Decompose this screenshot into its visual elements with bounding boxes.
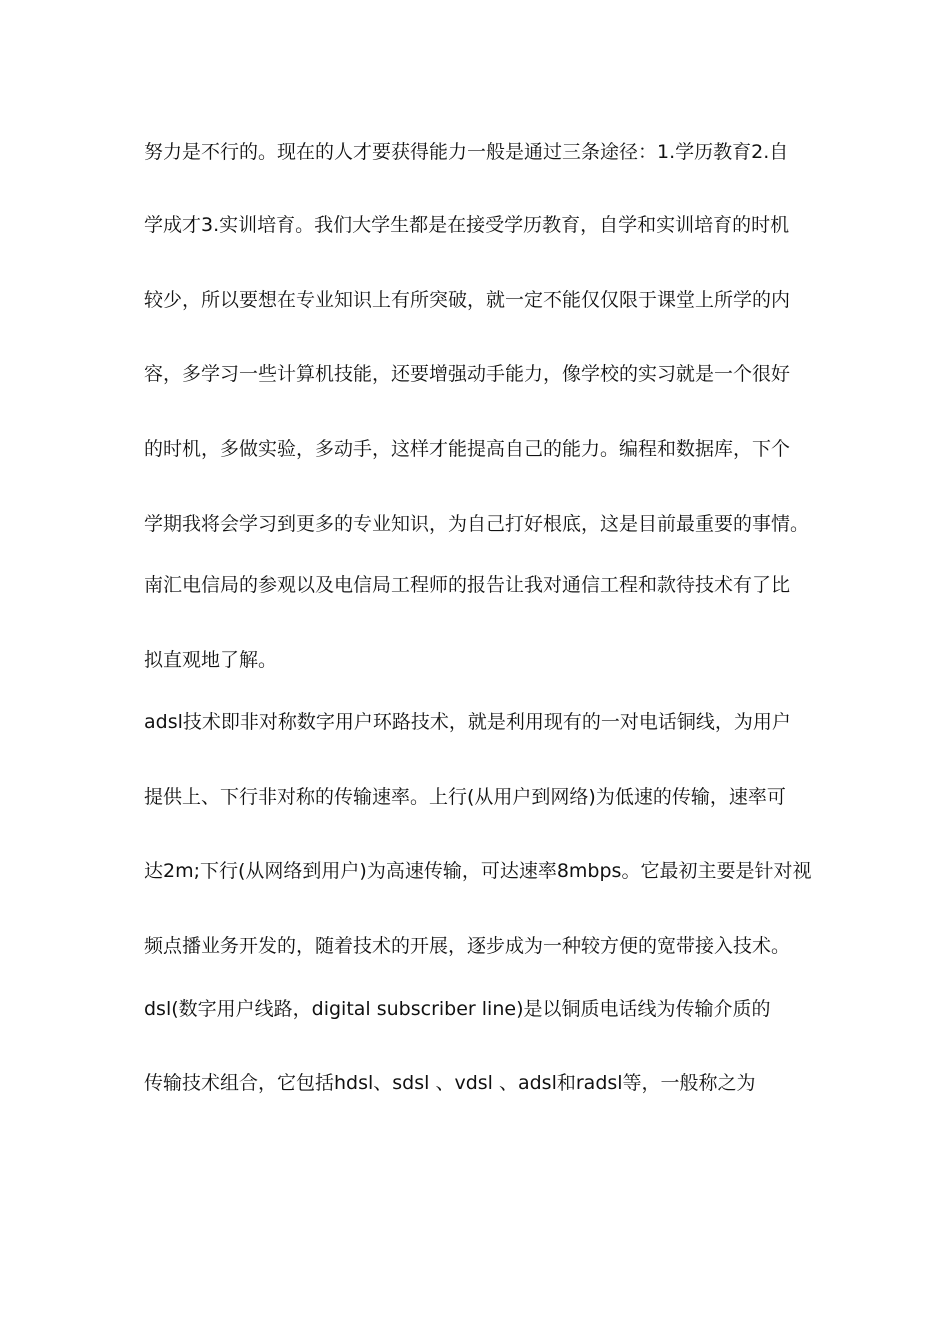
paragraph-line: adsl技术即非对称数字用户环路技术，就是利用现有的一对电话铜线，为用户 [144, 711, 791, 733]
paragraph-line: 学成才3.实训培育。我们大学生都是在接受学历教育，自学和实训培育的时机 [144, 214, 790, 236]
paragraph-line: 拟直观地了解。 [144, 649, 278, 671]
paragraph-line: 容，多学习一些计算机技能，还要增强动手能力，像学校的实习就是一个很好 [144, 363, 791, 385]
paragraph-line: 频点播业务开发的，随着技术的开展，逐步成为一种较方便的宽带接入技术。 [144, 935, 791, 957]
paragraph-line: 学期我将会学习到更多的专业知识，为自己打好根底，这是目前最重要的事情。 [144, 513, 810, 535]
paragraph-line: 的时机，多做实验，多动手，这样才能提高自己的能力。编程和数据库，下个 [144, 438, 791, 460]
paragraph-line: 较少，所以要想在专业知识上有所突破，就一定不能仅仅限于课堂上所学的内 [144, 289, 791, 311]
paragraph-line: 提供上、下行非对称的传输速率。上行(从用户到网络)为低速的传输，速率可 [144, 786, 786, 808]
paragraph-line: dsl(数字用户线路，digital subscriber line)是以铜质电话线为传输介质的 [144, 998, 771, 1020]
paragraph-line: 努力是不行的。现在的人才要获得能力一般是通过三条途径：1.学历教育2.自 [144, 141, 789, 163]
paragraph-line: 南汇电信局的参观以及电信局工程师的报告让我对通信工程和款待技术有了比 [144, 574, 791, 596]
paragraph-line: 达2m;下行(从网络到用户)为高速传输，可达速率8mbps。它最初主要是针对视 [144, 860, 812, 882]
paragraph-line: 传输技术组合，它包括hdsl、sdsl 、vdsl 、adsl和radsl等，一般称之为 [144, 1072, 756, 1094]
